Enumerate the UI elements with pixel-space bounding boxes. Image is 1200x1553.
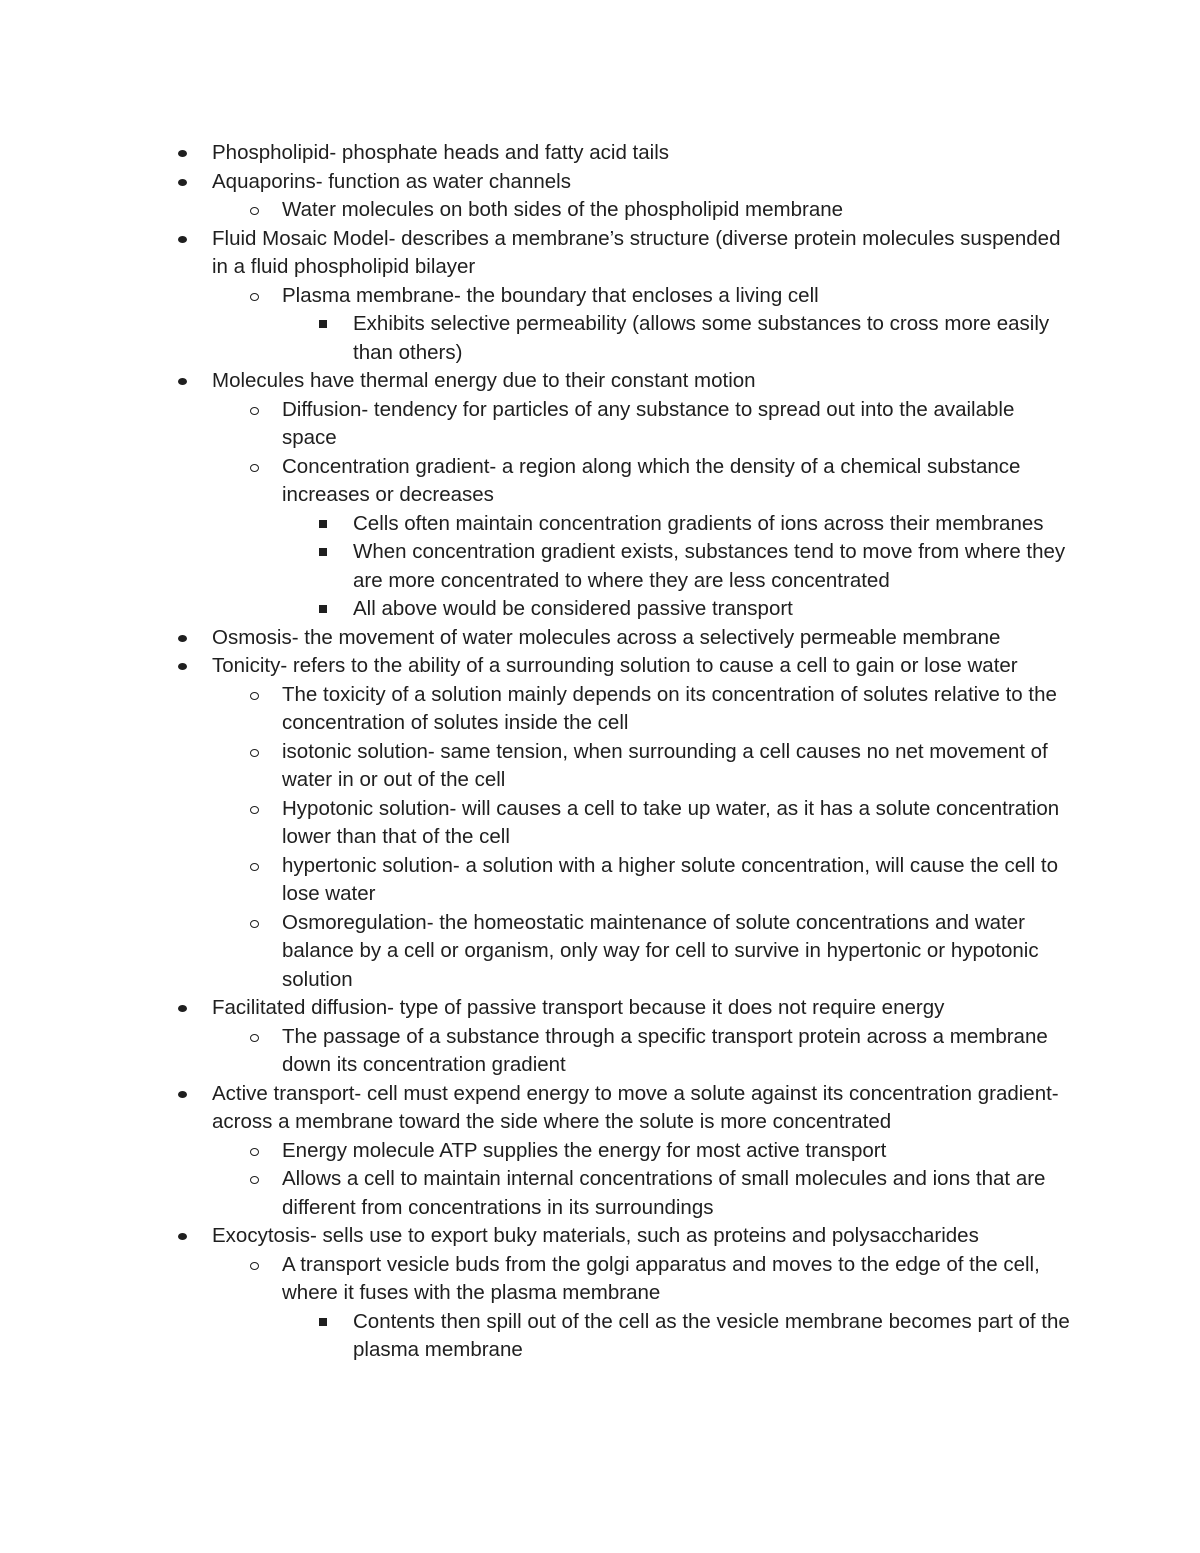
filled-circle-bullet-icon [178,635,187,642]
list-item-text: A transport vesicle buds from the golgi apparatus and moves to the edge of the cell, where it fuses with the plasma membrane [282,1252,1040,1304]
list-item-text: Diffusion- tendency for particles of any substance to spread out into the available space [282,397,1015,449]
filled-circle-bullet-icon [178,663,187,670]
hollow-circle-bullet-icon [250,692,259,700]
list-item [0,367,1072,396]
filled-circle-bullet-icon [178,378,187,385]
hollow-circle-bullet-icon [250,806,259,814]
list-item [0,738,1072,795]
filled-square-bullet-icon [319,520,327,528]
list-item-text: All above would be considered passive transport [353,597,793,620]
list-item [0,624,1072,653]
list-item [0,396,1072,453]
list-item-text: hypertonic solution- a solution with a higher solute concentration, will cause the cell to lose water [282,853,1059,905]
filled-circle-bullet-icon [178,1005,187,1012]
hollow-circle-bullet-icon [250,293,259,301]
filled-circle-bullet-icon [178,179,187,186]
hollow-circle-bullet-icon [250,863,259,871]
hollow-circle-bullet-icon [250,1148,259,1156]
list-item-text: Molecules have thermal energy due to their constant motion [212,369,756,392]
list-item [0,510,1073,539]
list-item [0,909,1072,995]
list-item [0,1222,1072,1251]
bullet-list [0,139,1200,1365]
list-item [0,310,1073,367]
list-item [0,282,1072,311]
list-item-text: The passage of a substance through a specific transport protein across a membrane down its concentration gradient [282,1024,1048,1076]
list-item-text: Fluid Mosaic Model- describes a membrane’s structure (diverse protein molecules suspended in a fluid phospholipid bilayer [212,226,1061,278]
list-item-text: Hypotonic solution- will causes a cell to take up water, as it has a solute concentration lower than that of the cell [282,796,1060,848]
list-item [0,1080,1072,1137]
hollow-circle-bullet-icon [250,407,259,415]
list-item [0,225,1072,282]
list-item [0,994,1072,1023]
list-item-text: Concentration gradient- a region along which the density of a chemical substance increases or decreases [282,454,1021,506]
filled-square-bullet-icon [319,605,327,613]
list-item-text: When concentration gradient exists, substances tend to move from where they are more concentrated to where they are less concentrated [353,540,1066,592]
list-item [0,852,1072,909]
list-item-text: isotonic solution- same tension, when surrounding a cell causes no net movement of water in or out of the cell [282,739,1048,791]
list-item-text: Exocytosis- sells use to export buky materials, such as proteins and polysaccharides [212,1224,979,1247]
hollow-circle-bullet-icon [250,207,259,215]
list-item [0,538,1073,595]
filled-circle-bullet-icon [178,236,187,243]
list-item-text: Osmoregulation- the homeostatic maintenance of solute concentrations and water balance by a cell or organism, only way for cell to survive in hypertonic or hypotonic solution [282,910,1039,991]
list-item-text: Facilitated diffusion- type of passive transport because it does not require energy [212,996,945,1019]
list-item-text: Cells often maintain concentration gradients of ions across their membranes [353,511,1044,535]
list-item-text: Active transport- cell must expend energy to move a solute against its concentration gradient- across a membrane toward the side where the solute is more concentrated [212,1081,1059,1133]
filled-circle-bullet-icon [178,1233,187,1240]
list-item [0,196,1072,225]
filled-square-bullet-icon [319,320,327,328]
list-item-text: Contents then spill out of the cell as the vesicle membrane becomes part of the plasma membrane [353,1309,1070,1361]
filled-square-bullet-icon [319,548,327,556]
list-item [0,681,1072,738]
list-item-text: Water molecules on both sides of the phospholipid membrane [282,198,844,221]
hollow-circle-bullet-icon [250,464,259,472]
list-item [0,1251,1072,1308]
list-item [0,595,1073,624]
hollow-circle-bullet-icon [250,1034,259,1042]
list-item-text: Tonicity- refers to the ability of a surrounding solution to cause a cell to gain or lose water [212,654,1018,677]
hollow-circle-bullet-icon [250,749,259,757]
list-item [0,652,1072,681]
hollow-circle-bullet-icon [250,920,259,928]
list-item [0,1023,1072,1080]
list-item-text: Aquaporins- function as water channels [212,169,571,193]
hollow-circle-bullet-icon [250,1176,259,1184]
filled-circle-bullet-icon [178,1091,187,1098]
list-item [0,1308,1073,1365]
filled-circle-bullet-icon [178,150,187,157]
list-item-text: Exhibits selective permeability (allows some substances to cross more easily than others) [353,312,1050,364]
list-item-text: Energy molecule ATP supplies the energy for most active transport [282,1138,887,1162]
list-item [0,795,1072,852]
filled-square-bullet-icon [319,1318,327,1326]
document-page [0,139,1200,1365]
list-item [0,453,1072,510]
list-item [0,1165,1072,1222]
list-item [0,139,1072,168]
list-item [0,168,1072,197]
list-item-text: Osmosis- the movement of water molecules across a selectively permeable membrane [212,625,1001,649]
list-item-text: Plasma membrane- the boundary that encloses a living cell [282,283,819,307]
list-item [0,1137,1072,1166]
list-item-text: The toxicity of a solution mainly depends on its concentration of solutes relative to the concentration of solutes inside the cell [282,682,1057,734]
list-item-text: Allows a cell to maintain internal concentrations of small molecules and ions that are different from concentrations in its surroundings [282,1167,1046,1219]
list-item-text: Phospholipid- phosphate heads and fatty acid tails [212,141,670,164]
hollow-circle-bullet-icon [250,1262,259,1270]
